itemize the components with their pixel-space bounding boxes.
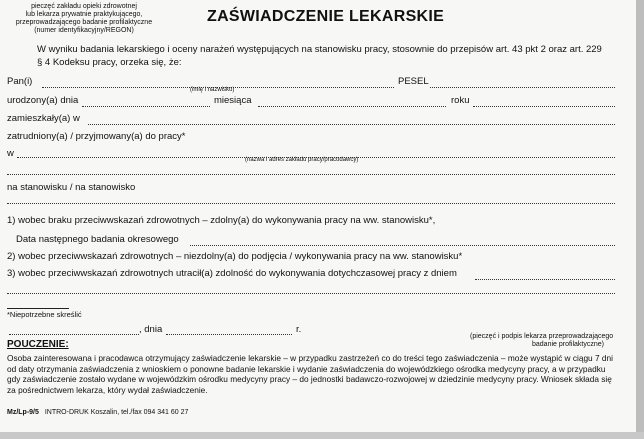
field-pesel[interactable] (430, 87, 615, 88)
caption-employer: (nazwa i adres zakładu pracy/pracodawcy) (245, 157, 359, 163)
signature-caption-line-2: badanie profilaktyczne) (532, 341, 604, 348)
field-next-exam-date[interactable] (190, 245, 615, 246)
label-zatrudniony: zatrudniony(a) / przyjmowany(a) do pracy* (7, 131, 186, 142)
intro-paragraph: W wyniku badania lekarskiego i oceny narażeń występujących na stanowisku pracy, stosownie do przepisów art. 43 pkt 2 oraz art. 229 § 4 Kodeksu pracy, orzeka się, że: (37, 44, 602, 68)
label-dnia: , dnia (139, 324, 163, 335)
scan-edge-right (636, 0, 644, 439)
stamp-line-3: przeprowadzającego badanie profilaktyczne (15, 19, 153, 26)
stamp-line-2: lub lekarza prywatnie praktykującego, (25, 11, 143, 18)
footnote: *Niepotrzebne skreślić (7, 310, 82, 319)
field-position[interactable] (7, 203, 615, 204)
label-miesiaca: miesiąca (214, 95, 252, 106)
label-urodzony: urodzony(a) dnia (7, 95, 79, 106)
item-3-lost-ability: 3) wobec przeciwwskazań zdrowotnych utracił(a) zdolność do wykonywania dotychczasowej pracy z dniem (7, 268, 457, 279)
label-zamieszkaly: zamieszkały(a) w (7, 113, 80, 124)
stamp-line-1: pieczęć zakładu opieki zdrowotnej (31, 3, 137, 10)
item-2-unfit: 2) wobec przeciwwskazań zdrowotnych – niezdolny(a) do podjęcia / wykonywania pracy na ww. stanowisku* (7, 251, 463, 262)
label-w: w (7, 148, 14, 159)
field-birth-year[interactable] (473, 106, 615, 107)
label-roku: roku (451, 95, 470, 106)
field-employer-line-2[interactable] (7, 174, 615, 175)
document-title: ZAŚWIADCZENIE LEKARSKIE (207, 8, 445, 25)
stamp-line-4: (numer identyfikacyjny/REGON) (34, 27, 134, 34)
print-footer (7, 409, 188, 416)
field-issue-date[interactable] (166, 334, 292, 335)
label-next-exam-date: Data następnego badania okresowego (16, 234, 179, 245)
field-place[interactable] (9, 334, 139, 335)
publisher-info: INTRO-DRUK Koszalin, tel./fax 094 341 60 27 (44, 409, 189, 416)
item-1-fit: 1) wobec braku przeciwwskazań zdrowotnych – zdolny(a) do wykonywania pracy na ww. stanowisku*, (7, 215, 436, 226)
footnote-divider (7, 308, 69, 309)
label-pesel: PESEL (398, 76, 429, 87)
field-birth-month[interactable] (258, 106, 446, 107)
label-stanowisko: na stanowisku / na stanowisko (7, 182, 136, 193)
notice-heading: POUCZENIE: (7, 339, 69, 350)
field-lost-ability-date[interactable] (475, 279, 615, 280)
signature-caption-line-1: (pieczęć i podpis lekarza przeprowadzającego (470, 333, 614, 340)
field-address[interactable] (88, 124, 615, 125)
notice-text: Osoba zainteresowana i pracodawca otrzymujący zaświadczenie lekarskie – w przypadku zastrzeżeń co do treści tego zaświadczenia – może wystąpić w ciągu 7 dni od daty otrzymania zaświadczenia z wnioskiem o ponowne badanie lekarskie i wydanie zaświadczenia do wojewódzkiego ośrodka medycyny pracy, a w przypadku gdy zaświadczenie zostało wydane w wojewódzkim ośrodku medycyny pracy – do jednostki badawczo-rozwojowej w dziedzinie medycyny pracy. Wniosek składa się za pośrednictwem lekarza, który wydał zaświadczenie. (7, 353, 613, 395)
clinic-stamp-caption (4, 3, 164, 35)
field-birth-day[interactable] (82, 106, 210, 107)
label-r: r. (296, 324, 302, 335)
label-pan: Pan(i) (7, 76, 33, 87)
field-item-3-line-2[interactable] (7, 293, 615, 294)
scan-edge-bottom (0, 432, 644, 439)
caption-name: (imię i nazwisko) (190, 87, 235, 93)
form-code: Mz/Lp-9/5 (7, 409, 39, 416)
